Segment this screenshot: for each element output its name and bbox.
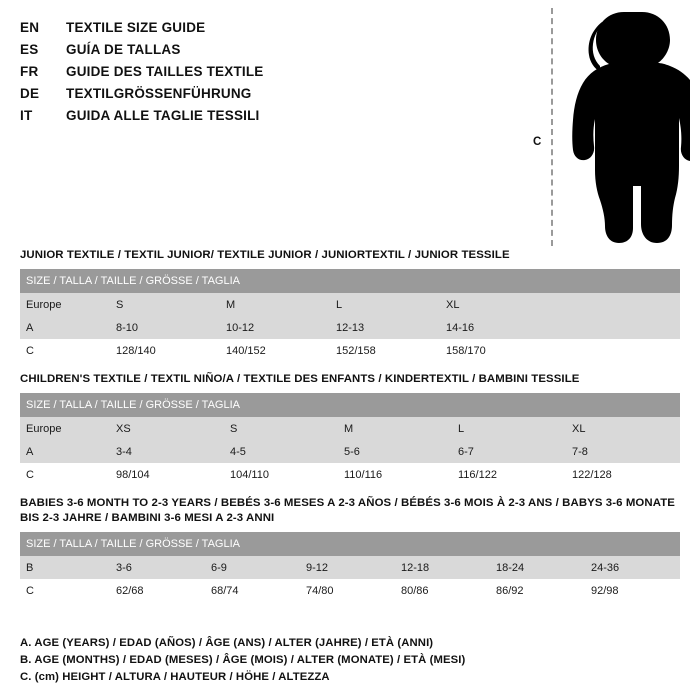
table-row [20, 463, 680, 486]
table-row [20, 579, 680, 602]
cell: 12-18 [395, 556, 490, 579]
table-header-row [20, 269, 680, 293]
footnotes [20, 635, 680, 686]
row-label: Europe [20, 417, 110, 440]
cell: 110/116 [338, 463, 452, 486]
section-children [20, 372, 680, 486]
lang-title-it: GUIDA ALLE TAGLIE TESSILI [66, 108, 260, 123]
lang-title-es: GUÍA DE TALLAS [66, 42, 181, 57]
cell: 3-4 [110, 440, 224, 463]
title-row-fr [20, 64, 500, 83]
lang-title-de: TEXTILGRÖSSENFÜHRUNG [66, 86, 252, 101]
table-header-label: SIZE / TALLA / TAILLE / GRÖSSE / TAGLIA [20, 532, 680, 556]
cell: 7-8 [566, 440, 680, 463]
footnote-a: A. AGE (YEARS) / EDAD (AÑOS) / ÂGE (ANS) / ALTER (JAHRE) / ETÀ (ANNI) [20, 637, 434, 649]
cell-empty [550, 316, 680, 339]
cell: 9-12 [300, 556, 395, 579]
table-row [20, 556, 680, 579]
lang-code-it: IT [20, 108, 33, 123]
cell: XL [440, 293, 550, 316]
table-junior [20, 269, 680, 362]
table-row [20, 417, 680, 440]
table-header-label: SIZE / TALLA / TAILLE / GRÖSSE / TAGLIA [20, 393, 680, 417]
cell: 12-13 [330, 316, 440, 339]
footnote-c: C. (cm) HEIGHT / ALTURA / HAUTEUR / HÖHE / ALTEZZA [20, 671, 330, 683]
table-header-label: SIZE / TALLA / TAILLE / GRÖSSE / TAGLIA [20, 269, 680, 293]
row-label: C [20, 579, 110, 602]
cell: 86/92 [490, 579, 585, 602]
row-label: A [20, 440, 110, 463]
cell: M [338, 417, 452, 440]
lang-title-en: TEXTILE SIZE GUIDE [66, 20, 206, 35]
cell: S [110, 293, 220, 316]
title-row-es [20, 42, 500, 61]
cell: 3-6 [110, 556, 205, 579]
title-block [20, 20, 500, 130]
cell: 68/74 [205, 579, 300, 602]
lang-code-fr: FR [20, 64, 39, 79]
table-row [20, 339, 680, 362]
cell: 98/104 [110, 463, 224, 486]
cell: XL [566, 417, 680, 440]
cell: 152/158 [330, 339, 440, 362]
cell: S [224, 417, 338, 440]
cell: 24-36 [585, 556, 680, 579]
cell: 116/122 [452, 463, 566, 486]
lang-code-en: EN [20, 20, 40, 35]
cell: 122/128 [566, 463, 680, 486]
title-row-en [20, 20, 500, 39]
cell: 128/140 [110, 339, 220, 362]
cell: 6-9 [205, 556, 300, 579]
row-label: B [20, 556, 110, 579]
title-row-it [20, 108, 500, 127]
table-babies [20, 532, 680, 602]
toddler-silhouette-icon [562, 10, 690, 246]
cell: M [220, 293, 330, 316]
table-header-row [20, 532, 680, 556]
cell: 14-16 [440, 316, 550, 339]
measurement-label-c: C [530, 134, 544, 150]
cell: 5-6 [338, 440, 452, 463]
cell: L [452, 417, 566, 440]
cell-empty [550, 293, 680, 316]
cell: L [330, 293, 440, 316]
cell: 92/98 [585, 579, 680, 602]
section-babies [20, 496, 680, 602]
cell-empty [550, 339, 680, 362]
cell: 10-12 [220, 316, 330, 339]
row-label: A [20, 316, 110, 339]
cell: 4-5 [224, 440, 338, 463]
lang-title-fr: GUIDE DES TAILLES TEXTILE [66, 64, 264, 79]
cell: 18-24 [490, 556, 585, 579]
cell: 62/68 [110, 579, 205, 602]
footnote-b: B. AGE (MONTHS) / EDAD (MESES) / ÂGE (MOIS) / ALTER (MONATE) / ETÀ (MESI) [20, 654, 466, 666]
row-label: Europe [20, 293, 110, 316]
section-heading-children: CHILDREN'S TEXTILE / TEXTIL NIÑO/A / TEXTILE DES ENFANTS / KINDERTEXTIL / BAMBINI TESSILE [20, 373, 580, 385]
height-figure [520, 6, 690, 251]
table-row [20, 440, 680, 463]
section-junior [20, 248, 680, 362]
table-children [20, 393, 680, 486]
cell: 6-7 [452, 440, 566, 463]
table-row [20, 293, 680, 316]
row-label: C [20, 339, 110, 362]
title-row-de [20, 86, 500, 105]
cell: 80/86 [395, 579, 490, 602]
row-label: C [20, 463, 110, 486]
table-row [20, 316, 680, 339]
cell: 104/110 [224, 463, 338, 486]
section-heading-babies: BABIES 3-6 MONTH TO 2-3 YEARS / BEBÉS 3-6 MESES A 2-3 AÑOS / BÉBÉS 3-6 MOIS À 2-3 ANS / BABYS 3-6 MONATE BIS 2-3 JAHRE / BAMBINI 3-6 MESI A 2-3 ANNI [20, 497, 675, 524]
cell: XS [110, 417, 224, 440]
cell: 140/152 [220, 339, 330, 362]
cell: 74/80 [300, 579, 395, 602]
table-header-row [20, 393, 680, 417]
lang-code-es: ES [20, 42, 39, 57]
cell: 8-10 [110, 316, 220, 339]
measurement-dashed-line [551, 8, 553, 246]
lang-code-de: DE [20, 86, 40, 101]
cell: 158/170 [440, 339, 550, 362]
section-heading-junior: JUNIOR TEXTILE / TEXTIL JUNIOR/ TEXTILE JUNIOR / JUNIORTEXTIL / JUNIOR TESSILE [20, 249, 510, 261]
